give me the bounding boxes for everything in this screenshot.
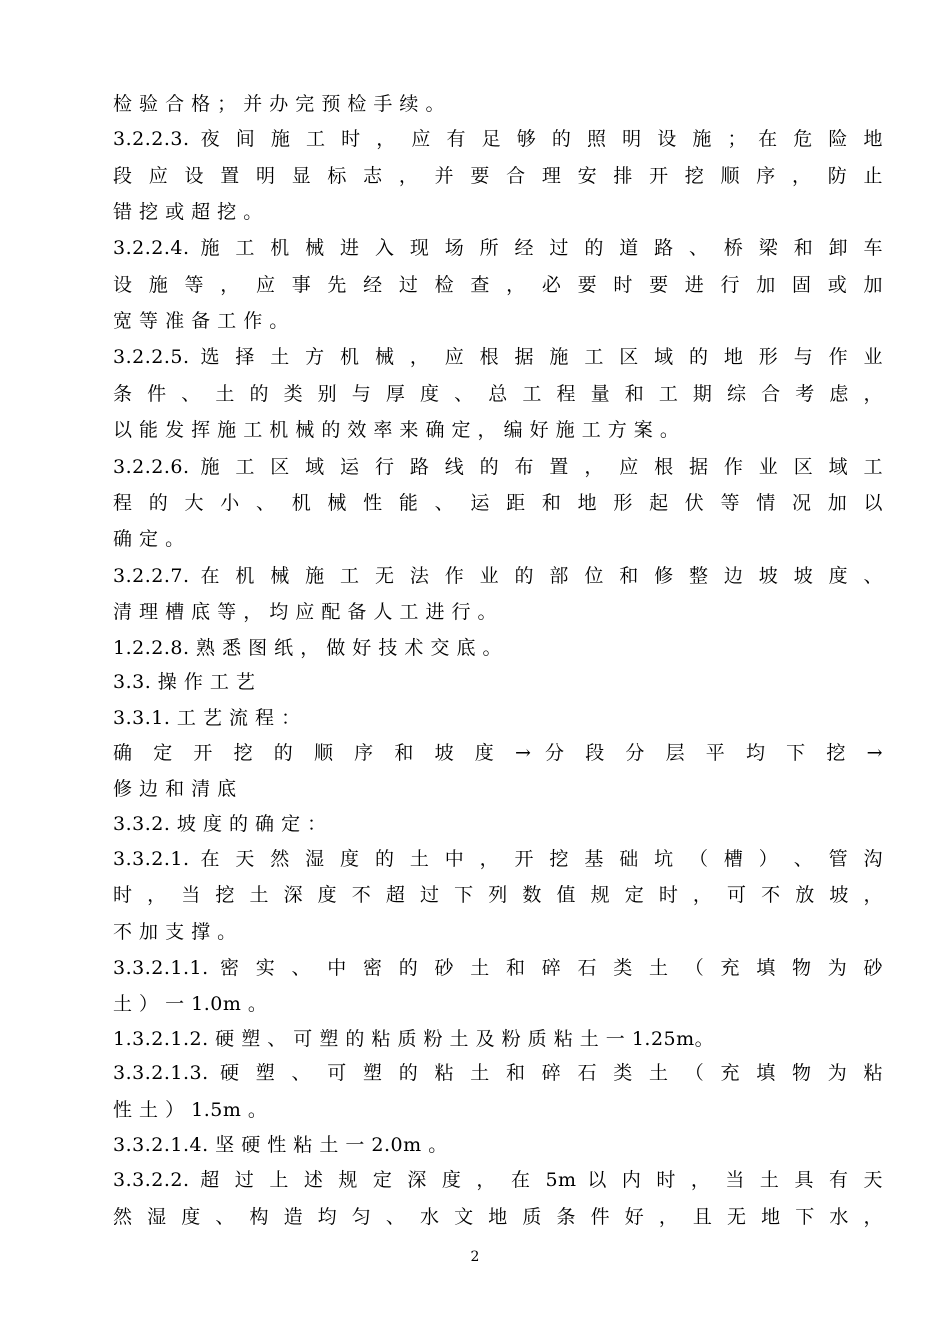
text-line: 3.3.2.1.1. 密 实 、 中 密 的 砂 土 和 碎 石 类 土 （ 充 填 物 为 砂 [113, 957, 883, 979]
text-line: 然 湿 度 、 构 造 均 匀 、 水 文 地 质 条 件 好 ， 且 无 地 下 水 ， [113, 1206, 883, 1228]
text-line: 3.2.2.6. 施 工 区 域 运 行 路 线 的 布 置 ， 应 根 据 作 业 区 域 工 [113, 456, 883, 478]
text-line: 清 理 槽 底 等 ， 均 应 配 备 人 工 进 行 。 [113, 601, 498, 623]
text-line: 确 定 。 [113, 528, 185, 550]
text-line: 以 能 发 挥 施 工 机 械 的 效 率 来 确 定 ， 编 好 施 工 方 案 。 [113, 419, 680, 441]
text-line: 程 的 大 小 、 机 械 性 能 、 运 距 和 地 形 起 伏 等 情 况 加 以 [113, 492, 883, 514]
text-line: 性 土 ） 1.5m 。 [113, 1099, 268, 1121]
text-line: 段 应 设 置 明 显 标 志 ， 并 要 合 理 安 排 开 挖 顺 序 ， 防 止 [113, 165, 883, 187]
process-flow-line: 确 定 开 挖 的 顺 序 和 坡 度 → 分 段 分 层 平 均 下 挖 → [113, 742, 883, 764]
text-line: 条 件 、 土 的 类 别 与 厚 度 、 总 工 程 量 和 工 期 综 合 考 虑 ， [113, 383, 883, 405]
process-flow-line: 修 边 和 清 底 [113, 778, 237, 800]
section-heading: 3.3.1. 工 艺 流 程 ： [113, 707, 301, 729]
text-line: 3.3.2.1.3. 硬 塑 、 可 塑 的 粘 土 和 碎 石 类 土 （ 充 填 物 为 粘 [113, 1062, 883, 1084]
text-line: 3.3.2.1.4. 坚 硬 性 粘 土 一 2.0m 。 [113, 1134, 448, 1156]
text-line: 宽 等 准 备 工 作 。 [113, 310, 289, 332]
section-heading: 3.3. 操 作 工 艺 [113, 671, 256, 693]
text-line: 3.2.2.7. 在 机 械 施 工 无 法 作 业 的 部 位 和 修 整 边 坡 坡 度 、 [113, 565, 883, 587]
text-line: 设 施 等 ， 应 事 先 经 过 检 查 ， 必 要 时 要 进 行 加 固 或 加 [113, 274, 883, 296]
page-number: 2 [470, 1249, 480, 1265]
text-line: 错 挖 或 超 挖 。 [113, 201, 263, 223]
text-line: 3.3.2.1. 在 天 然 湿 度 的 土 中 ， 开 挖 基 础 坑 （ 槽 ） 、 管 沟 [113, 848, 883, 870]
text-line: 1.2.2.8. 熟 悉 图 纸 ， 做 好 技 术 交 底 。 [113, 637, 502, 659]
text-line: 时 ， 当 挖 土 深 度 不 超 过 下 列 数 值 规 定 时 ， 可 不 放 坡 ， [113, 884, 883, 906]
text-line: 3.2.2.4. 施 工 机 械 进 入 现 场 所 经 过 的 道 路 、 桥 梁 和 卸 车 [113, 237, 883, 259]
text-line: 不 加 支 撑 。 [113, 921, 237, 943]
text-line: 3.3.2.2. 超 过 上 述 规 定 深 度 ， 在 5m 以 内 时 ， 当 土 具 有 天 [113, 1169, 883, 1191]
text-line: 3.2.2.5. 选 择 土 方 机 械 ， 应 根 据 施 工 区 域 的 地 形 与 作 业 [113, 346, 883, 368]
text-line: 土 ） 一 1.0m 。 [113, 993, 268, 1015]
text-line: 1.3.2.1.2. 硬 塑 、 可 塑 的 粘 质 粉 土 及 粉 质 粘 土 一 1.25m。 [113, 1028, 715, 1050]
text-line: 3.2.2.3. 夜 间 施 工 时 ， 应 有 足 够 的 照 明 设 施 ； 在 危 险 地 [113, 128, 883, 150]
text-line: 检 验 合 格 ； 并 办 完 预 检 手 续 。 [113, 93, 445, 115]
section-heading: 3.3.2. 坡 度 的 确 定 ： [113, 813, 327, 835]
